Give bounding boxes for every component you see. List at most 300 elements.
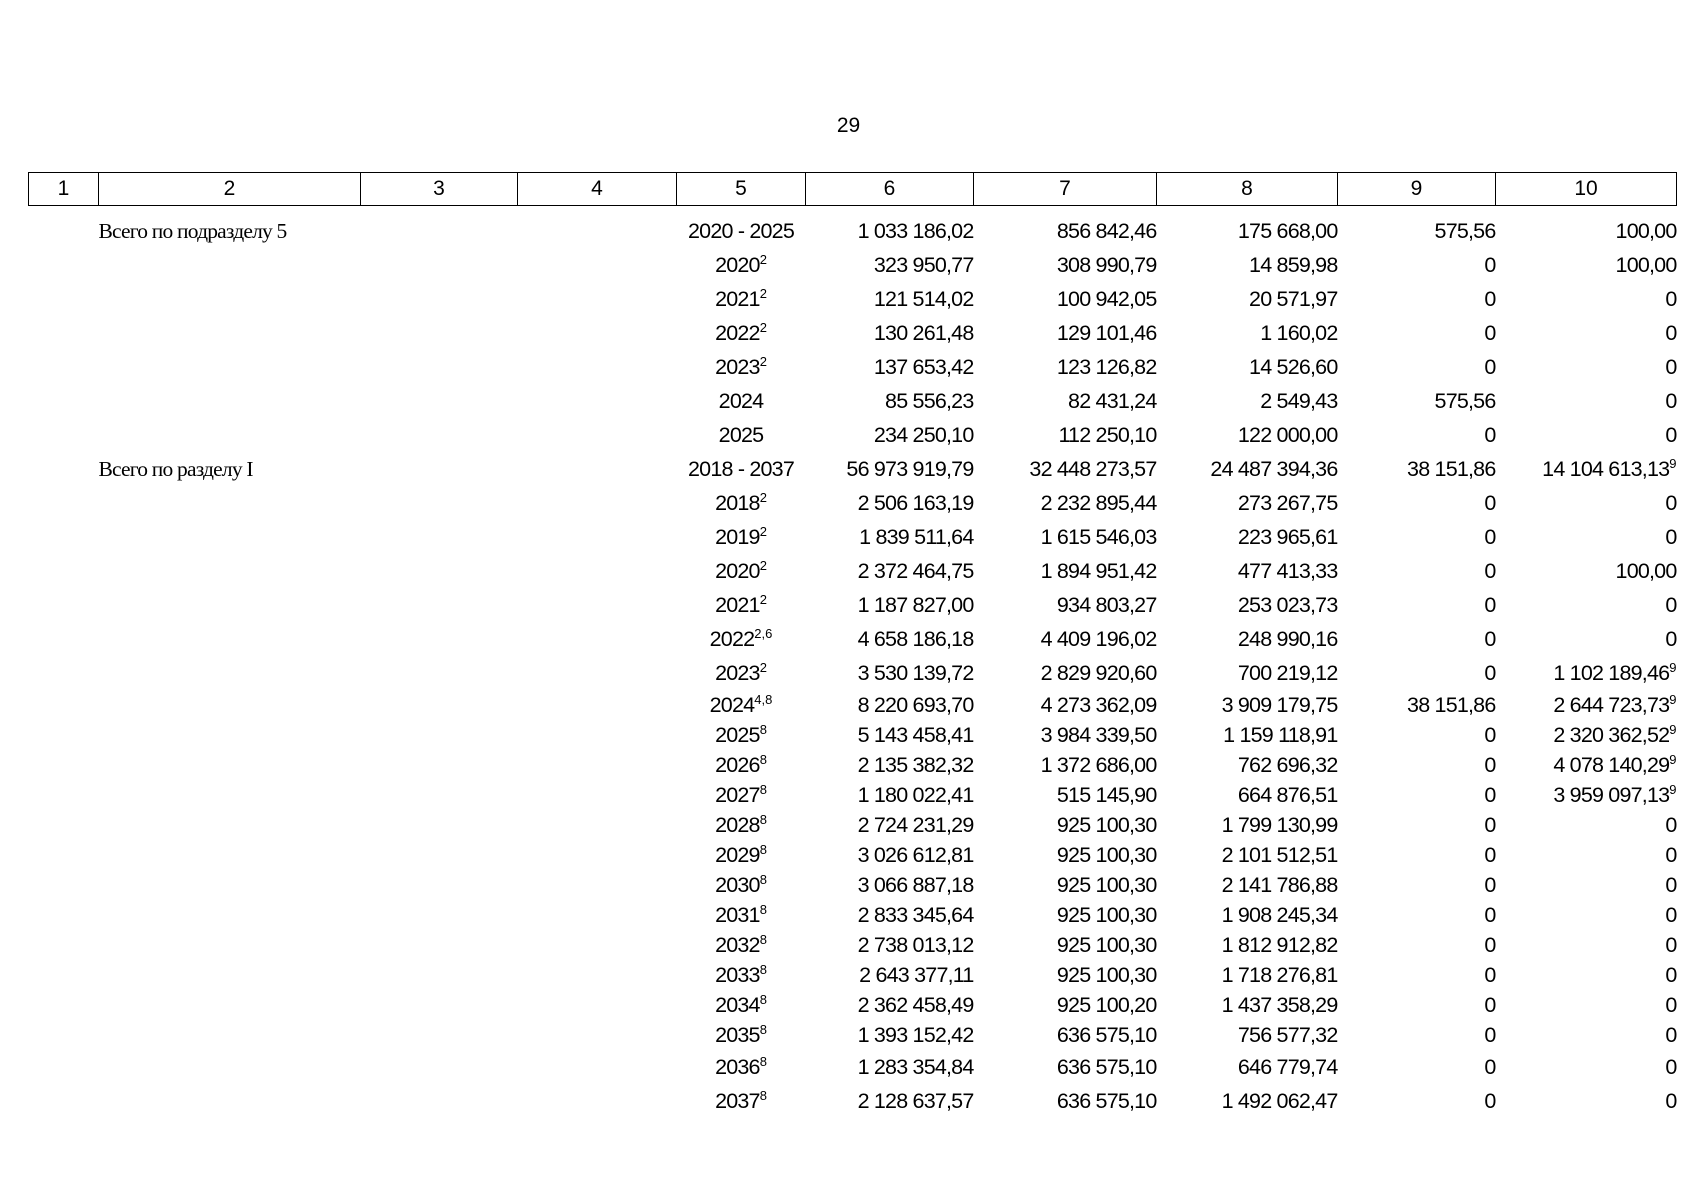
value-col-8-text: 273 267,75 [1237,490,1338,515]
footnote-marker: 8 [759,721,767,737]
cell-col-1 [29,780,99,810]
cell-col-3 [361,690,518,720]
value-col-6-text: 137 653,42 [873,354,974,379]
cell-col-3 [361,780,518,810]
value-col-9-text: 0 [1484,752,1496,777]
cell-col-1 [29,350,99,384]
value-col-8 [1157,840,1338,870]
value-col-7 [974,486,1157,520]
value-col-7 [974,990,1157,1020]
value-col-6-text: 56 973 919,79 [846,456,974,481]
footnote-marker: 8 [759,1087,767,1103]
table-row [29,960,1677,990]
value-col-10-text: 0 [1665,626,1677,651]
spacer-row [29,206,1677,215]
page-number: 29 [836,114,861,137]
footnote-marker: 8 [759,751,767,767]
footnote-marker: 8 [759,781,767,797]
year-cell-text: 2024 [718,388,764,413]
value-col-7 [974,316,1157,350]
cell-col-4 [518,870,677,900]
value-col-6-text: 2 738 013,12 [857,932,974,957]
year-cell-text: 2023 [715,660,760,685]
value-col-8 [1157,452,1338,486]
section-label [99,282,361,316]
value-col-10-text: 0 [1665,872,1677,897]
year-cell [677,656,806,690]
section-label [99,780,361,810]
year-cell-text: 2031 [715,902,760,927]
value-col-6-text: 2 643 377,11 [859,962,974,987]
value-col-8-text: 2 141 786,88 [1221,872,1338,897]
year-cell-text: 2030 [715,872,760,897]
value-col-10-text: 0 [1665,1088,1677,1113]
value-col-9 [1338,554,1496,588]
value-col-7-text: 1 894 951,42 [1040,558,1157,583]
cell-col-1 [29,214,99,248]
value-col-6 [806,900,974,930]
table-row [29,622,1677,656]
value-col-9-text: 575,56 [1434,388,1496,413]
section-label [99,990,361,1020]
cell-col-3 [361,452,518,486]
value-col-7-text: 2 829 920,60 [1040,660,1157,685]
table-row [29,588,1677,622]
value-col-8 [1157,554,1338,588]
value-col-6-text: 1 393 152,42 [857,1022,974,1047]
table-row [29,930,1677,960]
footnote-marker: 9 [1669,455,1677,471]
value-col-9 [1338,840,1496,870]
value-col-7 [974,1084,1157,1118]
value-col-10 [1496,248,1677,282]
cell-col-1 [29,960,99,990]
year-cell [677,248,806,282]
value-col-7 [974,1020,1157,1050]
cell-col-1 [29,870,99,900]
cell-col-4 [518,810,677,840]
value-col-9-text: 0 [1484,782,1496,807]
section-label [99,384,361,418]
value-col-6 [806,840,974,870]
value-col-10-text: 100,00 [1615,252,1677,277]
year-cell [677,486,806,520]
value-col-9 [1338,1020,1496,1050]
value-col-9-text: 575,56 [1434,218,1496,243]
value-col-6 [806,1020,974,1050]
cell-col-1 [29,520,99,554]
footnote-marker: 9 [1669,751,1677,767]
value-col-6-text: 2 135 382,32 [857,752,974,777]
section-label [99,486,361,520]
value-col-6 [806,690,974,720]
value-col-7-text: 82 431,24 [1068,388,1157,413]
value-col-10 [1496,810,1677,840]
table-row [29,810,1677,840]
section-label [99,418,361,452]
value-col-10 [1496,316,1677,350]
value-col-7 [974,870,1157,900]
value-col-9 [1338,316,1496,350]
cell-col-4 [518,900,677,930]
value-col-8-text: 24 487 394,36 [1210,456,1338,481]
value-col-9 [1338,418,1496,452]
value-col-8 [1157,622,1338,656]
value-col-8 [1157,384,1338,418]
cell-col-3 [361,588,518,622]
cell-col-3 [361,214,518,248]
value-col-10 [1496,418,1677,452]
footnote-marker: 8 [759,961,767,977]
value-col-7-text: 100 942,05 [1056,286,1157,311]
value-col-7-text: 515 145,90 [1056,782,1157,807]
year-cell [677,930,806,960]
year-cell [677,720,806,750]
year-cell-text: 2032 [715,932,760,957]
section-label [99,810,361,840]
section-label [99,1084,361,1118]
value-col-10-text: 0 [1665,354,1677,379]
value-col-7 [974,350,1157,384]
value-col-10 [1496,750,1677,780]
cell-col-3 [361,1050,518,1084]
value-col-8-text: 122 000,00 [1237,422,1338,447]
value-col-8 [1157,520,1338,554]
value-col-10 [1496,214,1677,248]
year-cell [677,316,806,350]
value-col-9-text: 0 [1484,842,1496,867]
cell-col-3 [361,350,518,384]
value-col-9-text: 0 [1484,626,1496,651]
value-col-10-text: 0 [1665,422,1677,447]
value-col-9-text: 0 [1484,354,1496,379]
section-label [99,900,361,930]
value-col-8-text: 756 577,32 [1237,1022,1338,1047]
table-row [29,750,1677,780]
value-col-10-text: 2 644 723,73 [1553,692,1670,717]
cell-col-4 [518,720,677,750]
value-col-7-text: 636 575,10 [1056,1088,1157,1113]
value-col-6-text: 2 833 345,64 [857,902,974,927]
footnote-marker: 9 [1669,781,1677,797]
table-row [29,214,1677,248]
value-col-8 [1157,720,1338,750]
value-col-9-text: 0 [1484,660,1496,685]
value-col-10 [1496,780,1677,810]
value-col-9 [1338,1084,1496,1118]
year-cell-text: 2037 [715,1088,760,1113]
footnote-marker: 2 [759,591,767,607]
value-col-10 [1496,350,1677,384]
value-col-10-text: 0 [1665,842,1677,867]
value-col-9-text: 0 [1484,1022,1496,1047]
value-col-7 [974,960,1157,990]
column-header: 10 [1496,173,1677,206]
value-col-8 [1157,214,1338,248]
value-col-7 [974,900,1157,930]
year-cell-text: 2021 [715,286,760,311]
value-col-6 [806,780,974,810]
value-col-10-text: 4 078 140,29 [1553,752,1670,777]
value-col-6 [806,418,974,452]
cell-col-1 [29,1020,99,1050]
cell-col-1 [29,656,99,690]
value-col-9 [1338,1050,1496,1084]
value-col-9 [1338,384,1496,418]
cell-col-1 [29,418,99,452]
cell-col-4 [518,1020,677,1050]
value-col-8 [1157,810,1338,840]
cell-col-1 [29,384,99,418]
table-row [29,554,1677,588]
year-cell-text: 2028 [715,812,760,837]
value-col-7-text: 925 100,30 [1056,872,1157,897]
value-col-9-text: 0 [1484,962,1496,987]
year-cell-text: 2026 [715,752,760,777]
value-col-6-text: 1 839 511,64 [859,524,974,549]
cell-col-4 [518,622,677,656]
value-col-6 [806,520,974,554]
value-col-6-text: 2 128 637,57 [857,1088,974,1113]
value-col-8 [1157,750,1338,780]
value-col-8-text: 2 101 512,51 [1221,842,1338,867]
value-col-8 [1157,282,1338,316]
value-col-7-text: 2 232 895,44 [1040,490,1157,515]
table-row [29,900,1677,930]
value-col-9 [1338,214,1496,248]
cell-col-1 [29,588,99,622]
year-cell-text: 2036 [715,1054,760,1079]
value-col-9-text: 0 [1484,422,1496,447]
section-label [99,452,361,486]
cell-col-4 [518,214,677,248]
value-col-6 [806,1084,974,1118]
cell-col-3 [361,720,518,750]
value-col-10 [1496,690,1677,720]
value-col-7 [974,1050,1157,1084]
value-col-7-text: 925 100,30 [1056,812,1157,837]
year-cell-text: 2022 [709,626,755,651]
value-col-7 [974,588,1157,622]
value-col-8 [1157,690,1338,720]
cell-col-4 [518,384,677,418]
value-col-10 [1496,870,1677,900]
value-col-9 [1338,960,1496,990]
footnote-marker: 8 [759,871,767,887]
year-cell [677,690,806,720]
table-row [29,840,1677,870]
value-col-10-text: 0 [1665,962,1677,987]
value-col-10-text: 0 [1665,524,1677,549]
column-header: 9 [1338,173,1496,206]
value-col-9 [1338,750,1496,780]
value-col-6 [806,622,974,656]
footnote-marker: 2 [759,489,767,505]
year-cell-text: 2020 [715,252,760,277]
cell-col-3 [361,900,518,930]
cell-col-4 [518,486,677,520]
year-cell-text: 2034 [715,992,760,1017]
cell-col-1 [29,282,99,316]
table-row [29,656,1677,690]
value-col-6-text: 1 180 022,41 [857,782,974,807]
value-col-8-text: 1 492 062,47 [1221,1088,1338,1113]
footnote-marker: 9 [1669,721,1677,737]
year-cell [677,282,806,316]
year-cell-text: 2020 [715,558,760,583]
value-col-9 [1338,990,1496,1020]
table-row [29,1020,1677,1050]
value-col-8-text: 14 859,98 [1249,252,1338,277]
section-label-text: Всего по разделу I [98,456,253,481]
value-col-6-text: 8 220 693,70 [857,692,974,717]
value-col-8-text: 2 549,43 [1260,388,1338,413]
year-cell-text: 2022 [715,320,760,345]
value-col-6-text: 2 372 464,75 [857,558,974,583]
year-cell-text: 2029 [715,842,760,867]
value-col-6-text: 85 556,23 [885,388,974,413]
value-col-7 [974,452,1157,486]
value-col-10 [1496,840,1677,870]
cell-col-1 [29,720,99,750]
cell-col-4 [518,248,677,282]
cell-col-3 [361,656,518,690]
footnote-marker: 8 [759,931,767,947]
value-col-6 [806,930,974,960]
cell-col-4 [518,520,677,554]
value-col-7 [974,720,1157,750]
value-col-6 [806,486,974,520]
value-col-9-text: 0 [1484,490,1496,515]
value-col-9 [1338,780,1496,810]
year-cell-text: 2018 [715,490,760,515]
section-label [99,248,361,282]
cell-col-1 [29,248,99,282]
table-row [29,350,1677,384]
value-col-6-text: 1 033 186,02 [857,218,974,243]
value-col-9-text: 0 [1484,286,1496,311]
value-col-10-text: 0 [1665,388,1677,413]
footnote-marker: 2 [759,659,767,675]
table-row [29,418,1677,452]
value-col-6 [806,316,974,350]
table-row [29,384,1677,418]
section-label [99,520,361,554]
value-col-10-text: 1 102 189,46 [1553,660,1670,685]
year-cell-text: 2025 [718,422,764,447]
value-col-10 [1496,960,1677,990]
value-col-9-text: 38 151,86 [1407,692,1496,717]
value-col-9 [1338,720,1496,750]
value-col-7-text: 123 126,82 [1056,354,1157,379]
value-col-9 [1338,452,1496,486]
value-col-8-text: 1 159 118,91 [1223,722,1338,747]
value-col-8 [1157,1050,1338,1084]
year-cell [677,1084,806,1118]
cell-col-3 [361,1020,518,1050]
value-col-9 [1338,656,1496,690]
cell-col-3 [361,554,518,588]
table-row [29,1050,1677,1084]
value-col-8 [1157,900,1338,930]
value-col-7 [974,384,1157,418]
cell-col-1 [29,486,99,520]
cell-col-3 [361,520,518,554]
year-cell-text: 2018 - 2037 [688,456,794,481]
value-col-7-text: 32 448 273,57 [1029,456,1157,481]
cell-col-1 [29,316,99,350]
year-cell-text: 2021 [715,592,760,617]
table-row [29,720,1677,750]
value-col-9-text: 0 [1484,558,1496,583]
value-col-8 [1157,930,1338,960]
value-col-8-text: 1 812 912,82 [1221,932,1338,957]
value-col-7-text: 4 409 196,02 [1040,626,1157,651]
value-col-6-text: 4 658 186,18 [857,626,974,651]
value-col-10-text: 0 [1665,1054,1677,1079]
value-col-9 [1338,622,1496,656]
value-col-8-text: 248 990,16 [1237,626,1338,651]
value-col-9-text: 0 [1484,722,1496,747]
value-col-10 [1496,656,1677,690]
value-col-7 [974,656,1157,690]
value-col-9-text: 38 151,86 [1407,456,1496,481]
value-col-8 [1157,960,1338,990]
footnote-marker: 2 [759,251,767,267]
value-col-9-text: 0 [1484,320,1496,345]
value-col-9 [1338,900,1496,930]
cell-col-3 [361,840,518,870]
value-col-6-text: 3 530 139,72 [857,660,974,685]
section-label [99,720,361,750]
cell-col-4 [518,418,677,452]
value-col-9 [1338,588,1496,622]
cell-col-4 [518,690,677,720]
section-label [99,622,361,656]
cell-col-3 [361,418,518,452]
value-col-10-text: 0 [1665,320,1677,345]
table-row [29,282,1677,316]
cell-col-3 [361,486,518,520]
value-col-9 [1338,520,1496,554]
cell-col-3 [361,384,518,418]
value-col-10-text: 100,00 [1615,558,1677,583]
cell-col-4 [518,452,677,486]
year-cell [677,840,806,870]
section-label-text: Всего по подразделу 5 [98,218,287,243]
year-cell-text: 2033 [715,962,760,987]
value-col-6 [806,350,974,384]
value-col-7 [974,622,1157,656]
footnote-marker: 2 [759,557,767,573]
cell-col-3 [361,810,518,840]
value-col-9 [1338,486,1496,520]
value-col-10-text: 14 104 613,13 [1542,456,1670,481]
cell-col-1 [29,452,99,486]
section-label [99,960,361,990]
value-col-10-text: 100,00 [1615,218,1677,243]
value-col-8-text: 700 219,12 [1237,660,1338,685]
value-col-6 [806,248,974,282]
cell-col-1 [29,810,99,840]
footnote-marker: 8 [759,841,767,857]
year-cell [677,780,806,810]
table-row [29,316,1677,350]
value-col-7-text: 129 101,46 [1056,320,1157,345]
value-col-6-text: 1 187 827,00 [857,592,974,617]
value-col-6 [806,554,974,588]
section-label [99,870,361,900]
